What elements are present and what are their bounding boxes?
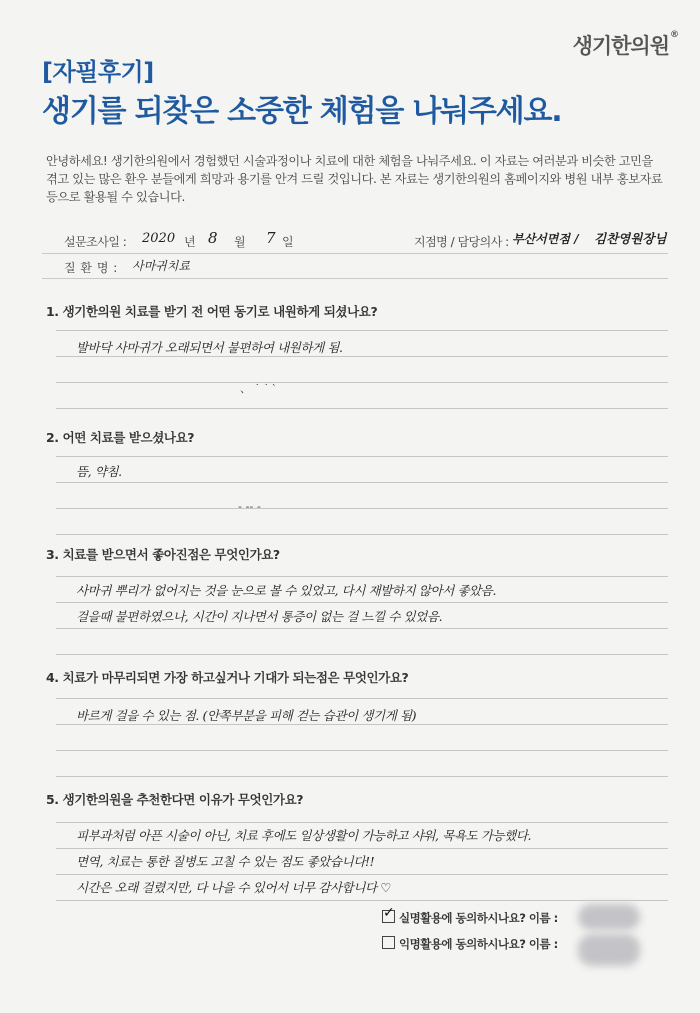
question-5-answer-line: 시간은 오래 걸렸지만, 다 나을 수 있어서 너무 감사합니다 ♡ xyxy=(76,880,392,895)
disease-row xyxy=(42,254,668,279)
question-2-label: 2. 어떤 치료를 받으셨나요? xyxy=(46,430,195,445)
question-2-answer-area[interactable] xyxy=(56,456,668,536)
redacted-name-blur xyxy=(578,934,640,966)
stray-mark: - -‐ - xyxy=(238,500,261,513)
survey-date-label: 설문조사일 : xyxy=(64,235,127,249)
survey-month-unit: 월 xyxy=(234,235,246,249)
page-title: 생기를 되찾은 소중한 체험을 나눠주세요. xyxy=(42,94,562,129)
survey-year-value[interactable]: 2020 xyxy=(142,231,176,246)
question-4-label: 4. 치료가 마무리되면 가장 하고싶거나 기대가 되는점은 무엇인가요? xyxy=(46,670,409,685)
question-5-answer-line: 면역, 치료는 통한 질병도 고칠 수 있는 점도 좋았습니다!! xyxy=(76,854,375,869)
disease-label: 질 환 명 : xyxy=(64,261,117,275)
question-4-answer-line: 바르게 걸을 수 있는 점. (안쪽부분을 피해 걷는 습관이 생기게 됨) xyxy=(76,708,417,723)
survey-day-value[interactable]: 7 xyxy=(266,229,276,247)
branch-doctor-label: 지점명 / 담당의사 : xyxy=(414,235,509,249)
doctor-value[interactable]: 김찬영원장님 xyxy=(594,231,667,246)
question-1-label: 1. 생기한의원 치료를 받기 전 어떤 동기로 내원하게 되셨나요? xyxy=(46,304,378,319)
redacted-name-blur xyxy=(578,904,640,930)
question-5-answer-line: 피부과처럼 아픈 시술이 아닌, 치료 후에도 일상생활이 가능하고 샤워, 목욕도 가능했다. xyxy=(76,828,532,843)
question-2-answer-line: 뜸, 약침. xyxy=(76,464,122,479)
brand-logo-text: 생기한의원 xyxy=(572,34,669,58)
named-consent-checkbox[interactable] xyxy=(382,910,395,923)
survey-month-value[interactable]: 8 xyxy=(208,229,218,247)
question-3-answer-line: 사마귀 뿌리가 없어지는 것을 눈으로 볼 수 있었고, 다시 재발하지 않아서 좋았음. xyxy=(76,583,497,598)
survey-year-unit: 년 xyxy=(184,235,196,249)
anonymous-consent-checkbox[interactable] xyxy=(382,936,395,949)
anonymous-consent-row xyxy=(382,936,558,952)
anonymous-consent-label: 익명활용에 동의하시나요? 이름 : xyxy=(399,937,558,951)
survey-day-unit: 일 xyxy=(282,235,294,249)
survey-date-row xyxy=(42,228,668,254)
named-consent-label: 실명활용에 동의하시나요? 이름 : xyxy=(399,911,558,925)
disease-value[interactable]: 사마귀치료 xyxy=(132,259,190,273)
question-3-answer-line: 걸을때 불편하였으나, 시간이 지나면서 통증이 없는 걸 느낄 수 있었음. xyxy=(76,609,443,624)
question-5-label: 5. 생기한의원을 추천한다면 이유가 무엇인가요? xyxy=(46,792,304,807)
named-consent-row xyxy=(382,910,558,926)
branch-value[interactable]: 부산서면점 / xyxy=(512,232,579,246)
survey-info-block xyxy=(42,228,668,278)
brand-logo-mark: ® xyxy=(670,30,678,40)
intro-paragraph: 안녕하세요! 생기한의원에서 경험했던 시술과정이나 치료에 대한 체험을 나눠주세요. 이 자료는 여러분과 비슷한 고민을 겪고 있는 많은 환우 분들에게 희망과 용기를 안겨 드릴 것입니다. 본 자료는 생기한의원의 홈페이지와 병원 내부 홍보자료 등으로 활용될 수 있습니다. xyxy=(46,154,663,204)
stray-mark: 、 ˙ ˙ ‵ xyxy=(240,382,275,395)
question-3-label: 3. 치료를 받으면서 좋아진점은 무엇인가요? xyxy=(46,547,280,562)
question-1-answer-line: 발바닥 사마귀가 오래되면서 불편하여 내원하게 됨. xyxy=(76,340,343,355)
form-tag: [자필후기] xyxy=(42,58,154,86)
brand-logo xyxy=(573,30,678,60)
